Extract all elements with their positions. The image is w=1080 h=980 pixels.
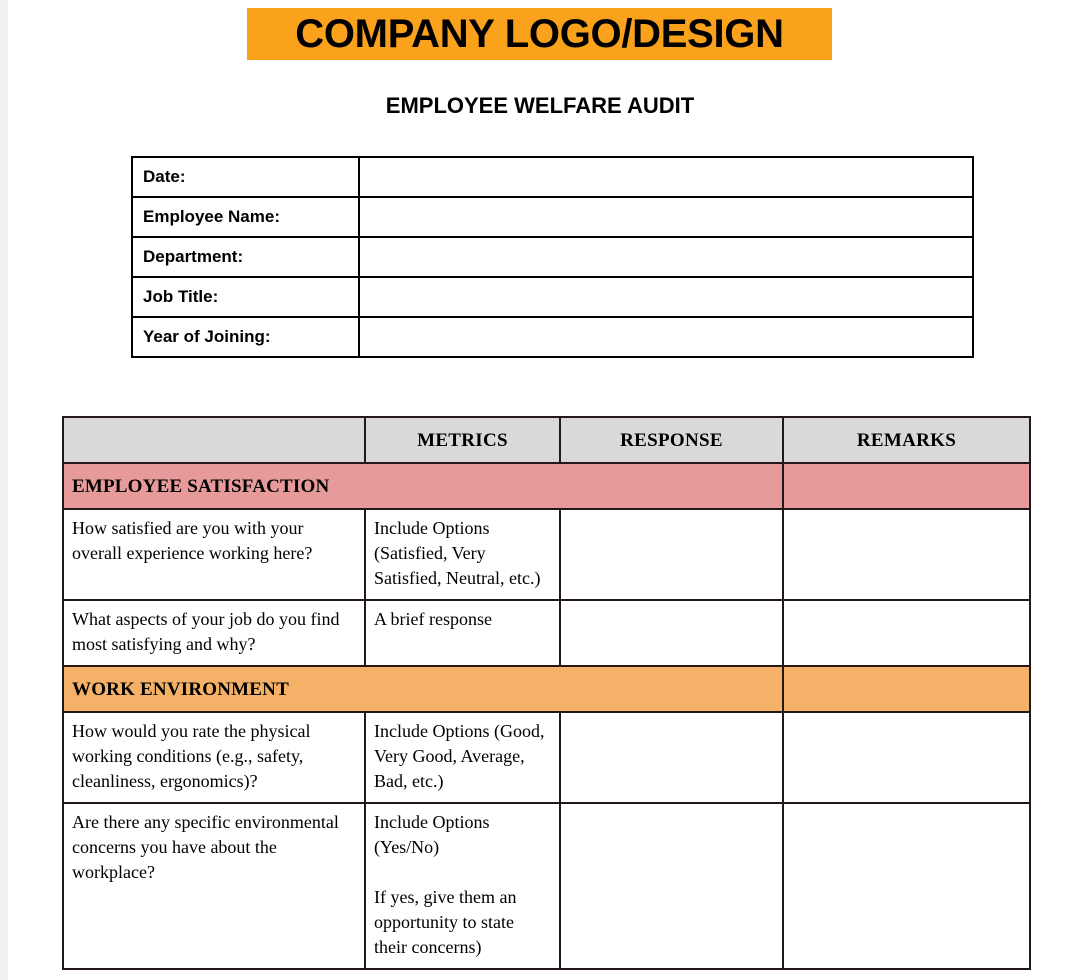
info-value-job-title[interactable] [359,277,973,317]
info-label-year-of-joining: Year of Joining: [132,317,359,357]
question-text: How satisfied are you with your overall experience working here? [63,509,365,600]
table-row [63,803,1030,969]
table-row [132,237,973,277]
question-text: What aspects of your job do you find most satisfying and why? [63,600,365,666]
info-label-employee-name: Employee Name: [132,197,359,237]
table-row [63,509,1030,600]
section-header-employee-satisfaction [63,463,1030,509]
table-header-row [63,417,1030,463]
info-value-date[interactable] [359,157,973,197]
info-label-date: Date: [132,157,359,197]
remarks-cell[interactable] [783,509,1030,600]
table-row [63,600,1030,666]
table-row [132,157,973,197]
info-label-job-title: Job Title: [132,277,359,317]
info-label-department: Department: [132,237,359,277]
employee-info-table [131,156,974,358]
section-title-work-environment: WORK ENVIRONMENT [63,666,783,712]
remarks-cell[interactable] [783,803,1030,969]
table-row [63,712,1030,803]
table-row [132,317,973,357]
document-page [8,0,1080,980]
response-cell[interactable] [560,509,783,600]
company-logo-text: COMPANY LOGO/DESIGN [295,12,784,56]
section-remarks-work-environment [783,666,1030,712]
metrics-text-line1: Include Options (Yes/No) [374,812,490,857]
metrics-text-line2: If yes, give them an opportunity to state their concerns) [374,887,517,957]
remarks-cell[interactable] [783,600,1030,666]
section-title-employee-satisfaction: EMPLOYEE SATISFACTION [63,463,783,509]
column-header-question [63,417,365,463]
metrics-cell [365,803,560,969]
metrics-text: Include Options (Good, Very Good, Average, Bad, etc.) [365,712,560,803]
table-row [132,197,973,237]
company-logo-banner [247,8,832,60]
section-header-work-environment [63,666,1030,712]
info-value-department[interactable] [359,237,973,277]
section-remarks-employee-satisfaction [783,463,1030,509]
info-value-employee-name[interactable] [359,197,973,237]
metrics-blank-line [374,860,551,885]
table-row [132,277,973,317]
page-title: EMPLOYEE WELFARE AUDIT [385,93,695,118]
metrics-text: Include Options (Satisfied, Very Satisfied, Neutral, etc.) [365,509,560,600]
column-header-metrics: METRICS [365,417,560,463]
question-text: How would you rate the physical working conditions (e.g., safety, cleanliness, ergonomics)? [63,712,365,803]
info-value-year-of-joining[interactable] [359,317,973,357]
remarks-cell[interactable] [783,712,1030,803]
response-cell[interactable] [560,712,783,803]
question-text: Are there any specific environmental concerns you have about the workplace? [63,803,365,969]
metrics-text: A brief response [365,600,560,666]
column-header-remarks: REMARKS [783,417,1030,463]
column-header-response: RESPONSE [560,417,783,463]
welfare-audit-table [62,416,1031,970]
response-cell[interactable] [560,600,783,666]
response-cell[interactable] [560,803,783,969]
